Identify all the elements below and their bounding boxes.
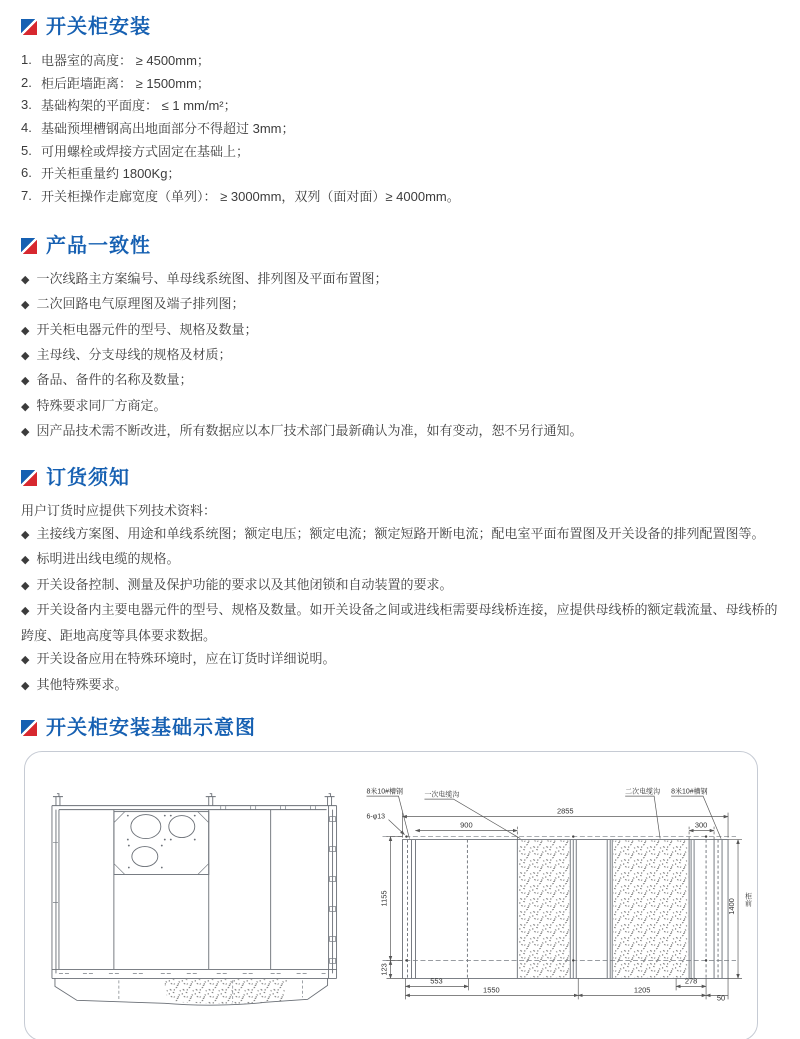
bullet-item: ◆ 主接线方案图、用途和单线系统图；额定电压；额定电流；额定短路开断电流；配电室平面布置图及开关设备的排列配置图等。 — [21, 526, 765, 542]
list-item: 7. 开关柜操作走廊宽度（单列）： ≥ 3000mm，双列（面对面）≥ 4000mm。 — [21, 187, 460, 204]
dim-depth-lower: 123 — [379, 963, 389, 976]
cable-hole — [131, 815, 161, 839]
diamond-bullet-icon: ◆ — [21, 605, 30, 618]
label-channel-right: 8米10#槽钢 — [671, 788, 708, 796]
diamond-bullet-icon: ◆ — [21, 299, 30, 312]
section-title: 开关柜安装 — [46, 16, 151, 38]
diamond-bullet-icon: ◆ — [21, 375, 30, 388]
section-header — [21, 0, 786, 40]
section-install — [21, 0, 786, 207]
cable-hole — [169, 816, 195, 838]
diamond-bullet-icon: ◆ — [21, 679, 30, 692]
bullet-item: ◆ 开关设备应用在特殊环境时，应在订货时详细说明。 — [21, 651, 336, 667]
section-header — [21, 465, 786, 491]
section-title: 产品一致性 — [46, 234, 151, 257]
diamond-bullet-icon: ◆ — [21, 350, 30, 363]
bullet-item: ◆ 开关设备内主要电器元件的型号、规格及数量。如开关设备之间或进线柜需要母线桥连接，应提供母线桥的额定载流量、母线桥的跨度、距地高度等具体要求数据。 — [21, 602, 778, 643]
dim-50: 50 — [716, 993, 726, 1003]
foundation-diagram-panel — [24, 751, 758, 1039]
cabinet-elevation-drawing — [52, 794, 337, 1006]
section-consistency — [21, 233, 786, 445]
foundation-plan-drawing — [367, 787, 752, 1003]
bullet-item: ◆ 其他特殊要求。 — [21, 676, 128, 692]
bullet-item: ◆ 标明进出线电缆的规格。 — [21, 551, 180, 567]
section-title: 订货须知 — [46, 466, 130, 489]
dim-1550: 1550 — [483, 985, 500, 995]
primary-trench-stipple — [518, 840, 569, 977]
section-flag-icon — [21, 238, 37, 254]
diamond-bullet-icon: ◆ — [21, 579, 30, 592]
list-item: 6. 开关柜重量约 1800Kg； — [21, 165, 181, 182]
list-item: 3. 基础构架的平面度： ≤ 1 mm/m²； — [21, 97, 237, 114]
bullet-item: ◆ 特殊要求同厂方商定。 — [21, 397, 167, 413]
section-header — [21, 233, 786, 259]
dim-553: 553 — [430, 976, 443, 986]
dim-depth-upper: 1155 — [379, 890, 389, 907]
cable-hole — [132, 846, 158, 866]
section-flag-icon — [21, 19, 37, 35]
list-item: 4. 基础预埋槽钢高出地面部分不得超过 3mm； — [21, 119, 295, 136]
list-item: 5. 可用螺栓或焊接方式固定在基础上； — [21, 142, 250, 159]
numbered-list — [21, 48, 786, 207]
label-secondary-trench: 二次电缆沟 — [625, 788, 661, 796]
foundation-diagram — [25, 752, 757, 1039]
bullet-item: ◆ 主母线、分支母线的规格及材质； — [21, 347, 232, 363]
bullet-item: ◆ 一次线路主方案编号、单母线系统图、排列图及平面布置图； — [21, 270, 388, 286]
bullet-item: ◆ 因产品技术需不断改进，所有数据应以本厂技术部门最新确认为准，如有变动，恕不另行通知。 — [21, 423, 583, 439]
diamond-bullet-icon: ◆ — [21, 324, 30, 337]
diamond-bullet-icon: ◆ — [21, 554, 30, 567]
list-item: 1. 电器室的高度： ≥ 4500mm； — [21, 51, 210, 68]
diamond-bullet-icon: ◆ — [21, 273, 30, 286]
concrete-stipple — [164, 979, 288, 1003]
diamond-bullet-icon: ◆ — [21, 426, 30, 439]
label-cabinet-front: 柜前 — [743, 892, 751, 907]
dim-overall-width: 2855 — [556, 806, 574, 816]
section-foundation — [21, 715, 786, 1039]
bullet-item: ◆ 二次回路电气原理图及端子排列图； — [21, 296, 245, 312]
section-title: 开关柜安装基础示意图 — [46, 716, 256, 739]
dim-overall-depth: 1400 — [727, 898, 737, 915]
section-flag-icon — [21, 720, 37, 736]
diamond-bullet-icon: ◆ — [21, 529, 30, 542]
secondary-trench-stipple — [613, 840, 688, 977]
list-item: 2. 柜后距墙距离： ≥ 1500mm； — [21, 74, 210, 91]
diamond-bullet-icon: ◆ — [21, 654, 30, 667]
dim-278: 278 — [684, 976, 698, 986]
section-ordering — [21, 465, 786, 698]
label-anchor-holes: 6-φ13 — [366, 813, 386, 821]
dim-secondary-offset: 300 — [694, 820, 708, 830]
bullet-item: ◆ 备品、备件的名称及数量； — [21, 372, 193, 388]
bullet-item: ◆ 开关设备控制、测量及保护功能的要求以及其他闭锁和自动装置的要求。 — [21, 576, 453, 592]
section-flag-icon — [21, 470, 37, 486]
label-primary-trench: 一次电缆沟 — [424, 791, 460, 799]
dim-1205: 1205 — [633, 985, 651, 995]
bullet-item: ◆ 开关柜电器元件的型号、规格及数量； — [21, 321, 258, 337]
label-channel-left: 8米10#槽钢 — [366, 788, 404, 796]
diamond-bullet-icon: ◆ — [21, 400, 30, 413]
section-header — [21, 715, 786, 741]
dim-primary-offset: 900 — [460, 820, 473, 830]
ordering-intro: 用户订货时应提供下列技术资料： — [21, 502, 217, 518]
